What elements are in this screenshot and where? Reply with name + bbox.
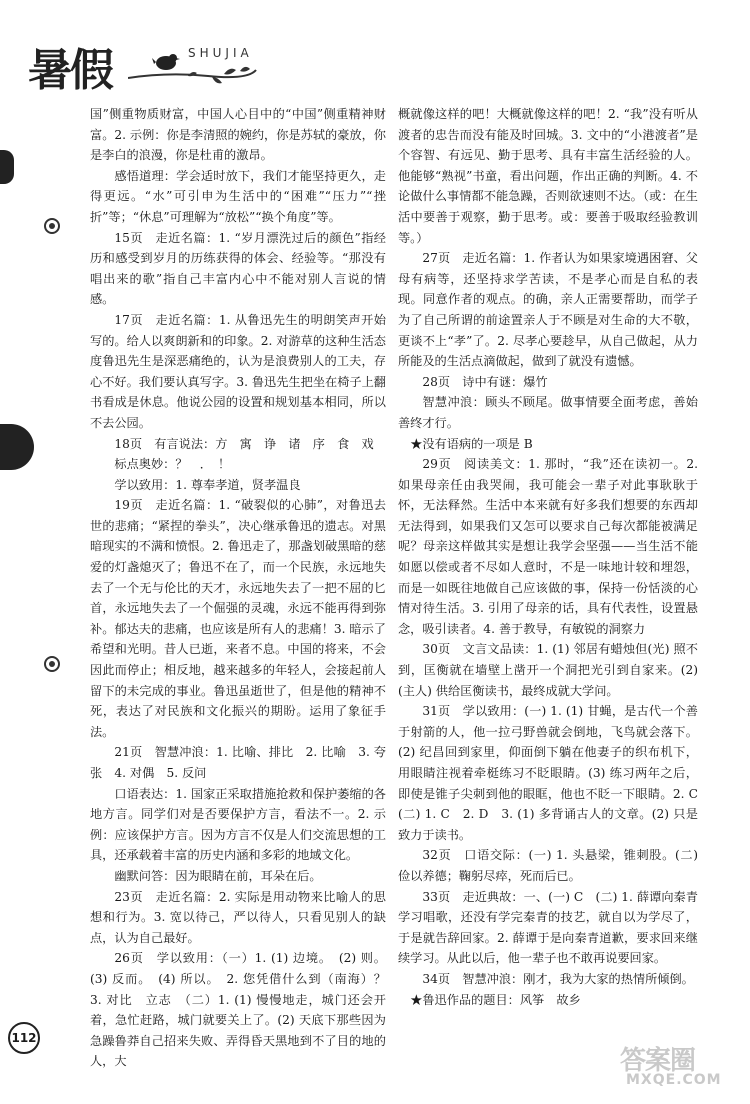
- answer-paragraph: 28页 诗中有谜：爆竹: [422, 374, 548, 389]
- answer-paragraph: 31页 学以致用：(一) 1. (1) 甘蝇，是古代一个善于射箭的人，他一拉弓野兽就会倒地，飞鸟就会落下。(2) 纪昌回到家里，仰面倒下躺在他妻子的织布机下，用眼睛注视着牵梃练习不眨眼睛。(3) 练习两年之后，即使是锥子尖刺到他的眼眶，他也不眨一下眼睛。2. C (二) 1. C 2. D 3. (1) 多背诵古人的文章。(2) 只是致力于读书。: [398, 704, 698, 842]
- answer-paragraph: 口语表达：1. 国家正采取措施抢救和保护萎缩的各地方言。同学们对是否要保护方言，看法不一。2. 示例：应该保护方言。因为方言不仅是人们交流思想的工具，还承载着丰富的历史内涵和多彩的地域文化。: [90, 786, 386, 863]
- binding-hole-icon: [44, 656, 60, 672]
- brand-subtitle: SHUJIA: [188, 46, 253, 60]
- answer-paragraph: 34页 智慧冲浪：刚才，我为大家的热情所倾倒。: [422, 971, 694, 986]
- brand-title: 暑假: [28, 45, 112, 96]
- answer-paragraph: 27页 走近名篇：1. 作者认为如果家境遇困窘、父母有病等，还坚持求学苦读，不是孝心而是自私的表现。同意作者的观点。的确，亲人正需要帮助，而学子为了自己所谓的前途置亲人于不顾是对生命的大不敬，更谈不上“孝”了。2. 尽孝心要趁早，从自己做起，从力所能及的生活点滴做起，做到了就没有遗憾。: [398, 251, 698, 369]
- answer-paragraph: 幽默问答：因为眼睛在前，耳朵在后。: [114, 868, 322, 883]
- answer-paragraph: 21页 智慧冲浪：1. 比喻、排比 2. 比喻 3. 夸张 4. 对偶 5. 反问: [90, 745, 386, 780]
- answer-paragraph: 32页 口语交际：(一) 1. 头悬梁，锥刺股。(二) 俭以养德；鞠躬尽瘁，死而后已。: [398, 848, 698, 883]
- page-number: 112: [8, 1022, 40, 1054]
- answer-paragraph: 智慧冲浪：顾头不顾尾。做事情要全面考虑，善始善终才行。: [398, 395, 698, 430]
- answer-paragraph: 19页 走近名篇：1. “破裂似的心肺”，对鲁迅去世的悲痛；“紧捏的拳头”，决心继承鲁迅的遗志。对黑暗现实的不满和愤恨。2. 鲁迅走了，那盏划破黑暗的慈爱的灯盏熄灭了；鲁迅不在了，而一个民族，永远地失去了一个无与伦比的天才，永远地失去了一把不屈的匕首，永远地失去了一个倔强的灵魂，永远不能再得到弥补。郁达夫的悲痛，也应该是所有人的悲痛！3. 暗示了希望和光明。昔人已逝，来者不息。中国的将来，不会因此而停止；相反地，越来越多的年轻人，会接起前人留下的未完成的事业。鲁迅虽逝世了，但是他的精神不死，表达了对民族和文化振兴的期盼。运用了象征手法。: [90, 498, 386, 739]
- answer-paragraph: 29页 阅读美文：1. 那时，“我”还在读初一。2. 如果母亲任由我哭闹，我可能会一辈子对此事耿耿于怀，无法释然。生活中本来就有好多我们想要的东西却无法得到，如果我们又怎可以要求自己每次都能被满足呢？母亲这样做其实是想让我学会坚强——当生活不能如愿以偿或者不尽如人意时，不是一味地计较和埋怨，而是一如既往地做自己应该做的事，保持一份恬淡的心情对待生活。3. 引用了母亲的话，具有代表性，设置悬念，吸引读者。4. 善于教导，有敏锐的洞察力: [398, 457, 698, 636]
- answer-paragraph: 标点奥妙：？ ． ！: [114, 457, 231, 472]
- star-note: ★没有语病的一项是 B: [410, 436, 533, 451]
- answer-paragraph: 学以致用：1. 尊奉孝道，贤孝温良: [114, 477, 301, 492]
- answer-paragraph: 15页 走近名篇：1. “岁月漂洗过后的颜色”指经历和感受到岁月的历练获得的体会、经验等。“那没有唱出来的歌”指自己丰富内心中不能对别人言说的情感。: [90, 230, 386, 307]
- answer-paragraph: 30页 文言文品读：1. (1) 邻居有蜡烛但(光) 照不到，匡衡就在墙壁上凿开一个洞把光引到自家来。(2) (主人) 供给匡衡读书，最终成就大学问。: [398, 642, 698, 698]
- answer-column-right: [398, 104, 698, 1010]
- page-header: [0, 0, 750, 110]
- edge-decoration: [0, 150, 14, 184]
- answer-paragraph: 国”侧重物质财富，中国人心目中的“中国”侧重精神财富。2. 示例：你是李清照的婉约，你是苏轼的豪放，你是李白的浪漫，你是杜甫的激昂。: [90, 107, 386, 163]
- answer-paragraph: 26页 学以致用：（一）1. (1) 边境。 (2) 则。(3) 反而。 (4) 所以。 2. 您凭借什么到（南海）？ 3. 对比 立志 （二）1. (1) 慢慢地走，城门还会开着，急忙赶路，城门就要关上了。(2) 天底下那些因为急躁鲁莽自己招来失败、弄得昏天黑地到不了目的地的人，大: [90, 951, 399, 1069]
- watermark-top: 答案圈: [620, 1046, 696, 1076]
- answer-paragraph: 18页 有言说法：方 寓 诤 诸 序 食 戏: [114, 436, 374, 451]
- watermark-bottom: MXQE.COM: [626, 1072, 722, 1088]
- answer-paragraph: 33页 走近典故：一、(一) C (二) 1. 薛谭向秦青学习唱歌，还没有学完秦青的技艺，就自以为学尽了，于是就告辞回家。2. 薛谭于是向秦青道歉，要求回来继续学习。从此以后，他一辈子也不敢再说要回家。: [398, 889, 698, 966]
- answer-paragraph: 23页 走近名篇：2. 实际是用动物来比喻人的思想和行为。3. 宽以待己，严以待人，只看见别人的缺点，认为自己最好。: [90, 889, 386, 945]
- star-note: ★鲁迅作品的题目：风筝 故乡: [410, 992, 581, 1007]
- bird-icon: [152, 52, 180, 72]
- binding-hole-icon: [44, 218, 60, 234]
- site-watermark: [620, 1040, 738, 1092]
- answer-paragraph: 概就像这样的吧！大概就像这样的吧！2. “我”没有听从渡者的忠告而没有能及时回城。3. 文中的“小港渡者”是个容智、有远见、勤于思考、具有丰富生活经验的人。他能够“熟视”书童，看出问题，作出正确的判断。4. 不论做什么事情都不能急躁，否则欲速则不达。（或：在生活中要善于观察，勤于思考。或：要善于吸取经验教训等。）: [398, 107, 698, 245]
- answer-paragraph: 17页 走近名篇：1. 从鲁迅先生的明朗笑声开始写的。给人以爽朗新和的印象。2. 对游草的这种生活态度鲁迅先生是深恶痛绝的，认为是浪费别人的工夫，存心不好。我们要认真写字。3. 鲁迅先生把坐在椅子上翻书看成是休息。他说公园的设置和规划基本相同，所以不去公园。: [90, 312, 386, 430]
- answer-column-left: [90, 104, 399, 1072]
- branch-decoration-icon: [128, 58, 258, 88]
- answer-paragraph: 感悟道理：学会适时放下，我们才能坚持更久，走得更远。“水”可引申为生活中的“困难”“压力”“挫折”等；“休息”可理解为“放松”“换个角度”等。: [90, 168, 386, 224]
- edge-decoration: [0, 424, 34, 470]
